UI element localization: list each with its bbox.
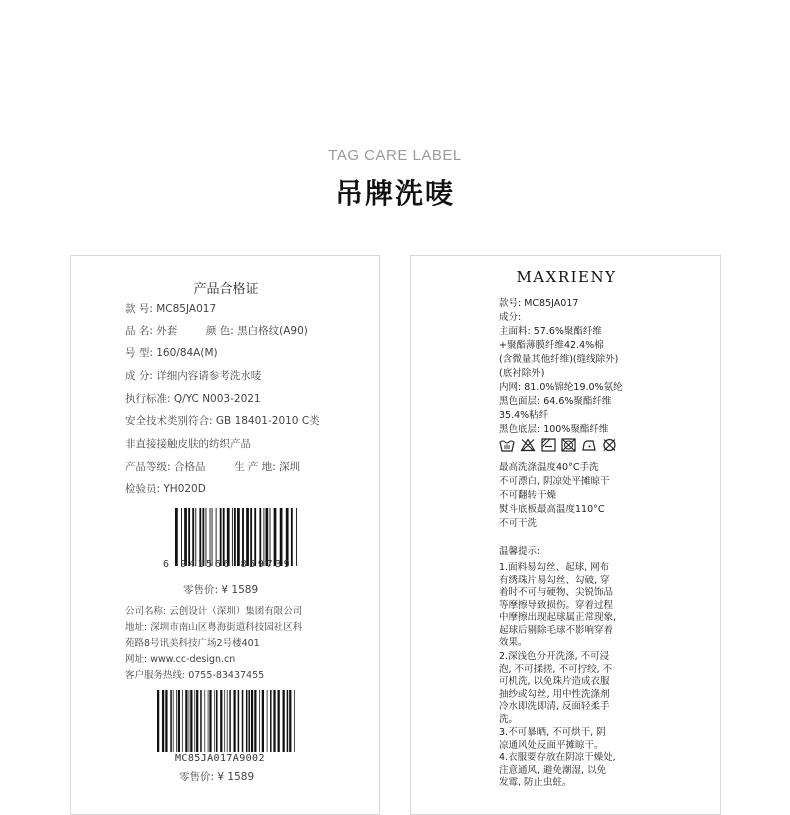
grade-origin-row: 产品等级: 合格品 生 产 地: 深圳: [125, 461, 301, 473]
company-website: 网址: www.cc-design.cn: [125, 654, 236, 665]
style-number-row: 款 号: MC85JA017: [125, 303, 217, 315]
tip-line: 有绣珠片易勾丝、勾破, 穿: [499, 574, 610, 586]
skin-contact-row: 非直接接触皮肤的纺织产品: [125, 438, 251, 450]
tip-line: 2.深浅色分开洗涤, 不可浸: [499, 651, 610, 662]
tip-line: 着时不可与硬物、尖锐饰品: [499, 587, 614, 598]
tip-line: 抽纱或勾丝, 用中性洗涤剂: [499, 688, 610, 700]
composition-line: 黑色面层: 64.6%聚酯纤维: [499, 396, 612, 407]
inspector-row: 检验员: YH020D: [125, 483, 206, 495]
care-instruction: 熨斗底板最高温度110°C: [499, 504, 605, 515]
ean-barcode-number: 6 941566 859739: [163, 559, 293, 570]
service-hotline: 客户服务热线: 0755-83437455: [125, 670, 265, 681]
tip-line: 4.衣服要存放在阴凉干燥处,: [499, 752, 616, 763]
header-subtitle: TAG CARE LABEL: [328, 147, 462, 164]
care-instruction: 不可翻转干燥: [499, 490, 557, 501]
composition-line: 主面料: 57.6%聚酯纤维: [499, 326, 602, 337]
brand-name: MAXRIENY: [516, 268, 617, 286]
company-address-1: 地址: 深圳市南山区粤海街道科技园社区科: [125, 622, 303, 633]
iron-110-icon: [581, 438, 597, 452]
composition-line: 款号: MC85JA017: [499, 298, 579, 309]
tip-line: 等摩擦导致损伤。穿着过程: [499, 599, 614, 611]
no-bleach-icon: [520, 438, 536, 452]
retail-price-2: 零售价: ¥ 1589: [179, 771, 255, 783]
company-address-2: 苑路8号讯美科技广场2号楼401: [125, 638, 260, 649]
product-name-row: 品 名: 外套 颜 色: 黑白格纹(A90): [125, 325, 308, 337]
style-barcode-number: MC85JA017A9002: [175, 753, 265, 764]
tip-line: 3.不可暴晒, 不可烘干, 阴: [499, 727, 606, 738]
company-name: 公司名称: 云创设计（深圳）集团有限公司: [125, 606, 303, 617]
composition-line: (底衬除外): [499, 368, 545, 379]
safety-category-row: 安全技术类别符合: GB 18401-2010 C类: [125, 415, 320, 427]
tip-line: 泡, 不可揉搓, 不可拧绞, 不: [499, 663, 613, 675]
composition-line: 内网: 81.0%锦纶19.0%氨纶: [499, 382, 623, 393]
composition-row: 成 分: 详细内容请参考洗水唛: [125, 370, 262, 382]
wash-40-hand-icon: [499, 438, 515, 452]
tip-line: 中摩擦出现起球属正常现象,: [499, 612, 617, 623]
retail-price-1: 零售价: ¥ 1589: [183, 584, 259, 596]
tip-line: 效果。: [499, 637, 528, 648]
composition-line: 35.4%粘纤: [499, 410, 549, 421]
composition-line: 黑色底层: 100%聚酯纤维: [499, 424, 609, 435]
care-label-tag: [410, 255, 721, 815]
tip-line: 可机洗, 以免珠片造成衣服: [499, 676, 610, 687]
tip-line: 冷水即洗即清, 反面轻柔手: [499, 701, 610, 712]
size-row: 号 型: 160/84A(M): [125, 347, 218, 359]
composition-line: 成分:: [499, 312, 522, 323]
tip-line: 洗。: [499, 713, 519, 725]
care-instruction: 不可干洗: [499, 518, 538, 529]
style-barcode: [157, 690, 295, 752]
care-instruction: 不可漂白, 阴凉处平摊晾干: [499, 476, 610, 487]
standard-row: 执行标准: Q/YC N003-2021: [125, 393, 261, 405]
tip-line: 起球后剔除毛球不影响穿着: [499, 624, 614, 636]
no-dry-clean-icon: [602, 438, 617, 452]
tip-line: 发霉, 防止虫蛀。: [499, 777, 572, 788]
no-tumble-dry-icon: [561, 438, 576, 452]
product-certificate-tag: [70, 255, 380, 815]
certificate-title: 产品合格证: [193, 282, 259, 297]
header-title: 吊牌洗唛: [334, 177, 455, 210]
care-symbols: [499, 438, 617, 452]
tip-line: 注意通风, 避免潮湿, 以免: [499, 764, 607, 776]
hang-dry-shade-icon: [541, 438, 556, 452]
composition-line: (含微量其他纤维)(缝线除外): [499, 354, 619, 365]
tip-line: 凉通风处反面平摊晾干。: [499, 739, 604, 751]
composition-line: +聚酯薄膜纤维42.4%棉: [499, 340, 604, 351]
tip-line: 1.面料易勾丝、起球, 网布: [499, 562, 610, 573]
ean-barcode: [175, 508, 297, 566]
care-instruction: 最高洗涤温度40°C手洗: [499, 462, 599, 473]
tips-title: 温馨提示:: [499, 546, 541, 557]
